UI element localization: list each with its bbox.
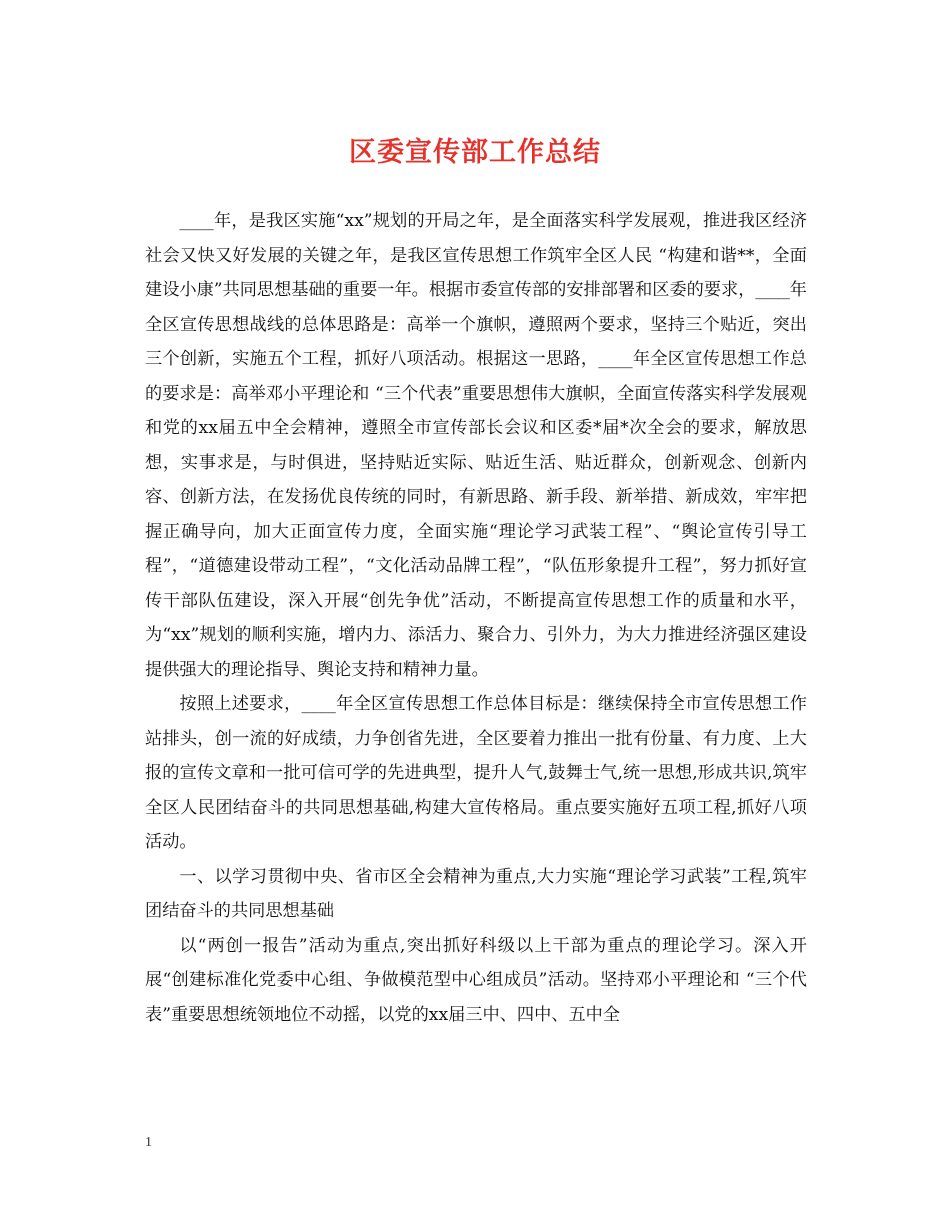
paragraph-theory-study: 以“两创一报告”活动为重点,突出抓好科级以上干部为重点的理论学习。深入开展“创建标准化党委中心组、争做模范型中心组成员”活动。坚持邓小平理论和 “三个代表”重要思想统领地位不动摇，以党的xx届三中、四中、五中全 (145, 935, 807, 1025)
document-body (145, 204, 807, 1032)
paragraph-goals: 按照上述要求，____年全区宣传思想工作总体目标是：继续保持全市宣传思想工作站排头，创一流的好成绩，力争创省先进，全区要着力推出一批有份量、有力度、上大报的宣传文章和一批可信可学的先进典型，提升人气,鼓舞士气,统一思想,形成共识,筑牢全区人民团结奋斗的共同思想基础,构建大宣传格局。重点要实施好五项工程,抓好八项活动。 (145, 694, 807, 852)
document-title: 区委宣传部工作总结 (349, 137, 601, 168)
page-number: 1 (145, 1135, 152, 1150)
paragraph-intro: ____年，是我区实施“xx”规划的开局之年，是全面落实科学发展观，推进我区经济社会又快又好发展的关键之年，是我区宣传思想工作筑牢全区人民 “构建和谐**，全面建设小康”共同思想基础的重要一年。根据市委宣传部的安排部署和区委的要求，____年全区宣传思想战线的总体思路是：高举一个旗帜，遵照两个要求，坚持三个贴近，突出三个创新，实施五个工程，抓好八项活动。根据这一思路，____年全区宣传思想工作总的要求是：高举邓小平理论和 “三个代表”重要思想伟大旗帜，全面宣传落实科学发展观和党的xx届五中全会精神，遵照全市宣传部长会议和区委*届*次全会的要求，解放思想，实事求是，与时俱进，坚持贴近实际、贴近生活、贴近群众，创新观念、创新内容、创新方法，在发扬优良传统的同时，有新思路、新手段、新举措、新成效，牢牢把握正确导向，加大正面宣传力度，全面实施“理论学习武装工程”、“舆论宣传引导工程”，“道德建设带动工程”，“文化活动品牌工程”，“队伍形象提升工程”，努力抓好宣传干部队伍建设，深入开展“创先争优”活动，不断提高宣传思想工作的质量和水平，为“xx”规划的顺利实施，增内力、添活力、聚合力、引外力，为大力推进经济强区建设提供强大的理论指导、舆论支持和精神力量。 (145, 211, 807, 680)
section-heading-one: 一、以学习贯彻中央、省市区全会精神为重点,大力实施“理论学习武装”工程,筑牢团结奋斗的共同思想基础 (145, 866, 807, 921)
